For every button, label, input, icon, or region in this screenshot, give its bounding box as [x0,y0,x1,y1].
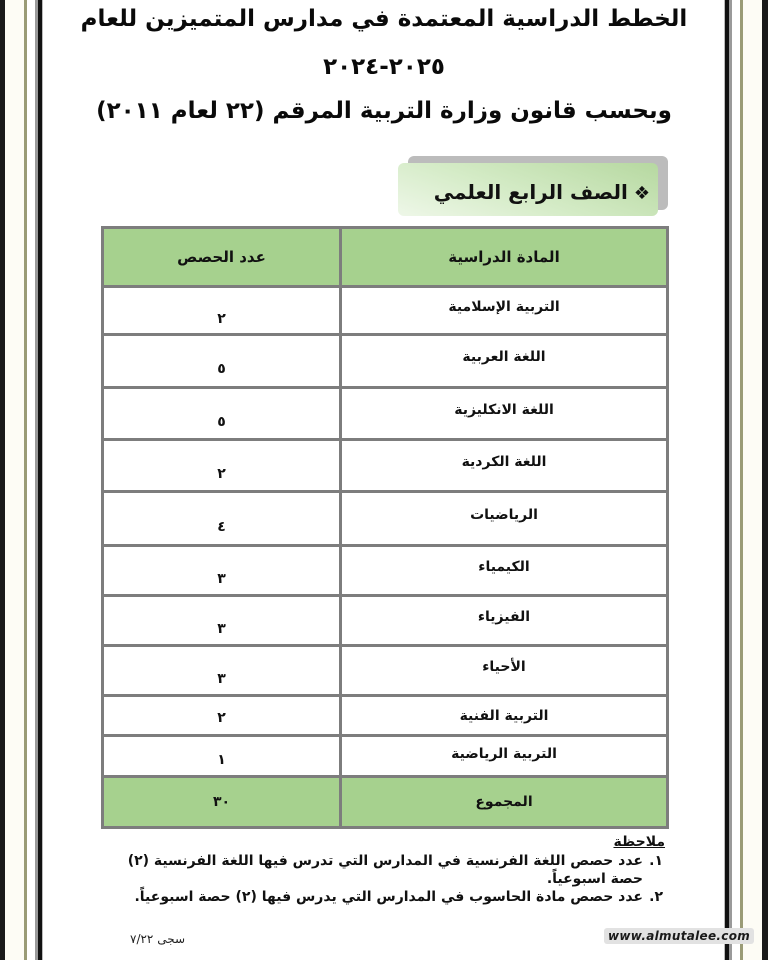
note-text: عدد حصص مادة الحاسوب في المدارس التي يدرس فيها (٢) حصة اسبوعياً. [134,889,643,905]
total-label: المجموع [341,777,668,828]
subject-cell: التربية الإسلامية [341,287,668,335]
table-row [103,335,668,388]
table-row [103,596,668,646]
table-row [103,492,668,546]
total-count: ٣٠ [103,777,341,828]
note-number: ٢. [649,889,663,905]
notes-heading: ملاحظة [613,834,665,850]
table-row [103,440,668,492]
section-title [434,180,650,204]
count-cell: ٣ [103,546,341,596]
diamond-bullet-icon: ❖ [633,183,650,204]
section-title-text: الصف الرابع العلمي [433,180,628,204]
note-item [110,852,665,888]
table-row [103,696,668,736]
subject-cell: الأحياء [341,646,668,696]
document-title: الخطط الدراسية المعتمدة في مدارس المتميزين للعام [80,6,688,32]
page-border-left-edge [42,0,43,960]
page-border-right-gray [729,0,732,960]
page-border-left-olive [24,0,27,960]
notes-section [110,832,665,906]
count-cell: ٢ [103,440,341,492]
table-total-row [103,777,668,828]
academic-year: ٢٠٢٥-٢٠٢٤ [323,54,445,80]
note-item [110,888,665,906]
count-cell: ٣ [103,646,341,696]
note-text: عدد حصص اللغة الفرنسية في المدارس التي تدرس فيها اللغة الفرنسية (٢) حصة اسبوعياً. [127,853,643,887]
count-cell: ٥ [103,388,341,440]
count-cell: ٢ [103,287,341,335]
subject-cell: التربية الفنية [341,696,668,736]
count-cell: ١ [103,736,341,777]
table-row [103,736,668,777]
subject-cell: الكيمياء [341,546,668,596]
column-header-count: عدد الحصص [103,228,341,287]
subject-cell: اللغة العربية [341,335,668,388]
page-margin-right [743,0,762,960]
website-watermark: www.almutalee.com [604,928,754,944]
page-border-right-outer [762,0,768,960]
subject-cell: التربية الرياضية [341,736,668,777]
subject-cell: اللغة الكردية [341,440,668,492]
count-cell: ٣ [103,596,341,646]
table-row [103,388,668,440]
notes-list [110,852,665,906]
table-row [103,546,668,596]
count-cell: ٤ [103,492,341,546]
footer-reference: سجى ٧/٢٢ [130,932,186,946]
page-margin-left [5,0,24,960]
subject-cell: اللغة الانكليزية [341,388,668,440]
table-row [103,287,668,335]
subject-cell: الرياضيات [341,492,668,546]
note-number: ١. [649,853,663,869]
count-cell: ٥ [103,335,341,388]
subject-cell: الفيزياء [341,596,668,646]
table-header-row [103,228,668,287]
table-row [103,646,668,696]
column-header-subject: المادة الدراسية [341,228,668,287]
law-reference: وبحسب قانون وزارة التربية المرقم (٢٢ لعام ٢٠١١) [96,98,672,124]
section-header [398,156,668,216]
study-plan-table [101,226,669,829]
count-cell: ٢ [103,696,341,736]
